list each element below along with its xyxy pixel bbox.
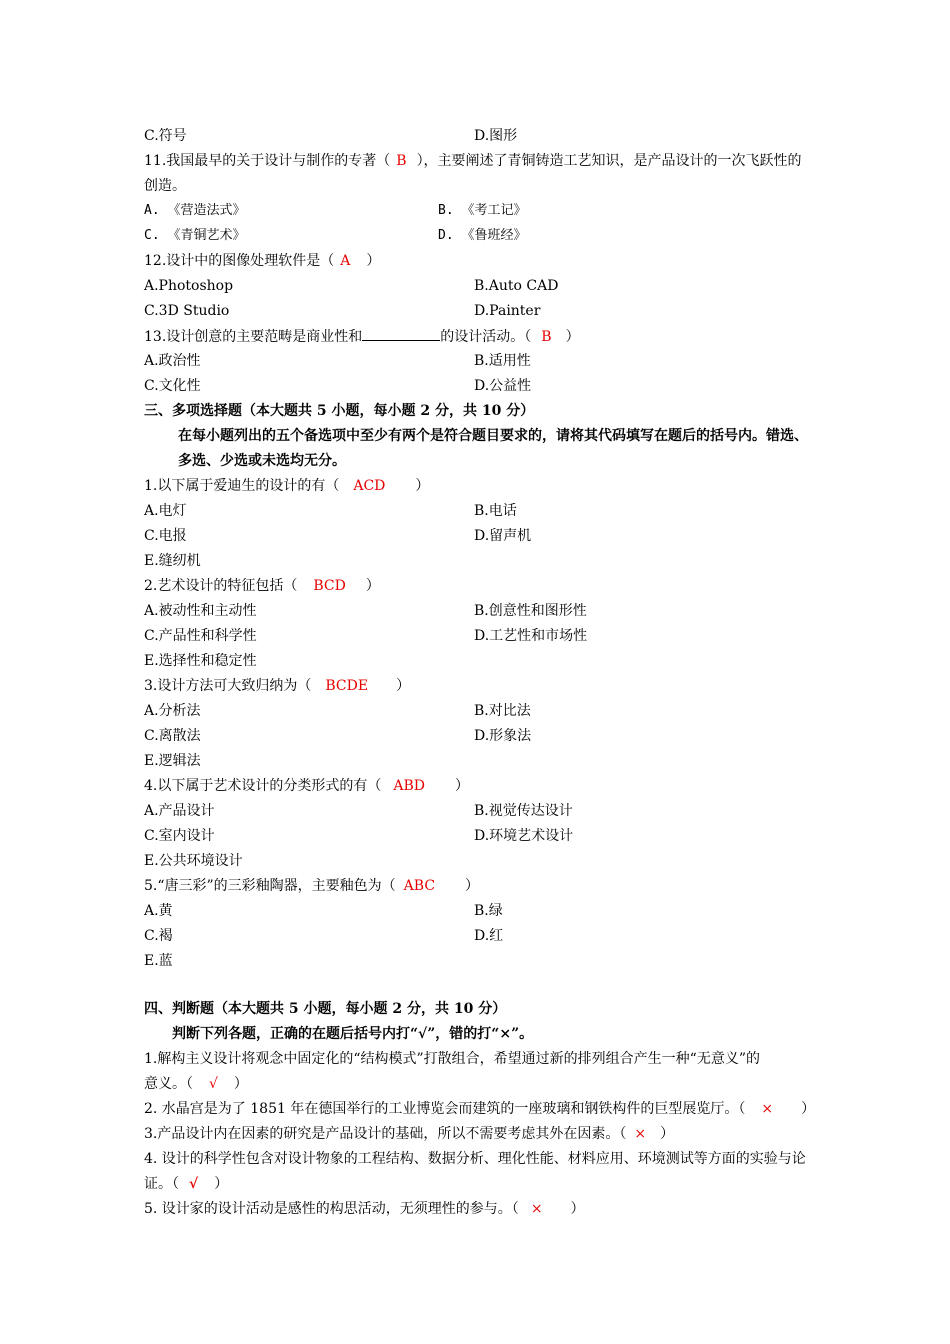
m1-option-c: C.电报 [144, 528, 187, 544]
m3-option-c: C.离散法 [144, 728, 201, 744]
m2-option-b: B.创意性和图形性 [474, 603, 587, 619]
m4-option-c: C.室内设计 [144, 828, 215, 844]
multi-question-4: 4.以下属于艺术设计的分类形式的有（ ABD ） [144, 778, 469, 794]
m1-option-e: E.缝纫机 [144, 553, 201, 569]
question-11-continued: 创造。 [144, 178, 186, 194]
section-3-instructions: 在每小题列出的五个备选项中至少有两个是符合题目要求的，请将其代码填写在题后的括号内。错选、 [178, 428, 808, 444]
answer-mark: × [530, 1201, 543, 1217]
judge-question-4: 4. 设计的科学性包含对设计物象的工程结构、数据分析、理化性能、材料应用、环境测试等方面的实验与论 [144, 1151, 806, 1167]
m5-option-a: A.黄 [144, 903, 173, 919]
m3-option-e: E.逻辑法 [144, 753, 201, 769]
m3-option-d: D.形象法 [474, 728, 532, 744]
answer-mark: B [396, 153, 407, 169]
judge-question-4-continued: 证。（ √ ） [144, 1176, 229, 1192]
answer-mark: √ [189, 1176, 199, 1192]
q13-option-d: D.公益性 [474, 378, 532, 394]
m1-option-d: D.留声机 [474, 528, 532, 544]
m1-option-b: B.电话 [474, 503, 517, 519]
judge-question-2: 2. 水晶宫是为了 1851 年在德国举行的工业博览会而建筑的一座玻璃和钢铁构件的巨型展览厅。（ × ） [144, 1101, 816, 1117]
answer-mark: ABD [393, 778, 425, 794]
m2-option-c: C.产品性和科学性 [144, 628, 257, 644]
q13-option-c: C.文化性 [144, 378, 201, 394]
m3-option-b: B.对比法 [474, 703, 531, 719]
m5-option-e: E.蓝 [144, 953, 173, 969]
section-4-heading: 四、判断题（本大题共 5 小题，每小题 2 分，共 10 分） [144, 1001, 507, 1017]
q12-option-b: B.Auto CAD [474, 278, 559, 294]
m4-option-e: E.公共环境设计 [144, 853, 243, 869]
answer-mark: ABC [403, 878, 436, 894]
question-12: 12.设计中的图像处理软件是（ A ） [144, 253, 381, 269]
m3-option-a: A.分析法 [144, 703, 201, 719]
fill-blank [362, 327, 440, 341]
multi-question-1: 1.以下属于爱迪生的设计的有（ ACD ） [144, 478, 430, 494]
judge-question-1: 1.解构主义设计将观念中固定化的“结构模式”打散组合，希望通过新的排列组合产生一种“无意义”的 [144, 1051, 760, 1067]
q13-option-b: B.适用性 [474, 353, 531, 369]
m5-option-d: D.红 [474, 928, 504, 944]
m2-option-d: D.工艺性和市场性 [474, 628, 588, 644]
q13-option-a: A.政治性 [144, 353, 201, 369]
answer-mark: × [634, 1126, 647, 1142]
answer-mark: BCDE [325, 678, 369, 694]
answer-mark: ACD [353, 478, 386, 494]
section-3-instructions-continued: 多选、少选或未选均无分。 [178, 453, 346, 469]
m5-option-c: C.褐 [144, 928, 173, 944]
q12-option-c: C.3D Studio [144, 303, 230, 319]
multi-question-2: 2.艺术设计的特征包括（ BCD ） [144, 578, 380, 594]
answer-mark: √ [209, 1076, 218, 1092]
question-11: 11.我国最早的关于设计与制作的专著（ B ），主要阐述了青铜铸造工艺知识，是产品设计的一次飞跃性的 [144, 153, 802, 169]
multi-question-3: 3.设计方法可大致归纳为（ BCDE ） [144, 678, 411, 694]
section-3-heading: 三、多项选择题（本大题共 5 小题，每小题 2 分，共 10 分） [144, 403, 535, 419]
m4-option-d: D.环境艺术设计 [474, 828, 574, 844]
q12-option-a: A.Photoshop [144, 278, 234, 294]
judge-question-5: 5. 设计家的设计活动是感性的构思活动，无须理性的参与。（ × ） [144, 1201, 585, 1217]
q11-option-d: D. 《鲁班经》 [438, 228, 527, 243]
answer-mark: B [541, 329, 552, 345]
q10-option-c: C.符号 [144, 128, 187, 144]
section-4-instructions: 判断下列各题，正确的在题后括号内打“√”，错的打“×”。 [172, 1026, 534, 1042]
m2-option-a: A.被动性和主动性 [144, 603, 257, 619]
m1-option-a: A.电灯 [144, 503, 187, 519]
q10-option-d: D.图形 [474, 128, 518, 144]
multi-question-5: 5.“唐三彩”的三彩釉陶器，主要釉色为（ ABC ） [144, 878, 480, 894]
m5-option-b: B.绿 [474, 903, 503, 919]
q11-option-c: C. 《青铜艺术》 [144, 228, 246, 243]
judge-question-1-continued: 意义。（ √ ） [144, 1076, 248, 1092]
question-13: 13.设计创意的主要范畴是商业性和 的设计活动。（ B ） [144, 329, 580, 345]
answer-mark: × [761, 1101, 774, 1117]
answer-mark: A [340, 253, 351, 269]
q12-option-d: D.Painter [474, 303, 541, 319]
q11-option-a: A. 《营造法式》 [144, 203, 246, 218]
judge-question-3: 3.产品设计内在因素的研究是产品设计的基础，所以不需要考虑其外在因素。（ × ） [144, 1126, 675, 1142]
q11-option-b: B. 《考工记》 [438, 203, 527, 218]
m4-option-b: B.视觉传达设计 [474, 803, 573, 819]
m4-option-a: A.产品设计 [144, 803, 215, 819]
answer-mark: BCD [313, 578, 346, 594]
m2-option-e: E.选择性和稳定性 [144, 653, 257, 669]
